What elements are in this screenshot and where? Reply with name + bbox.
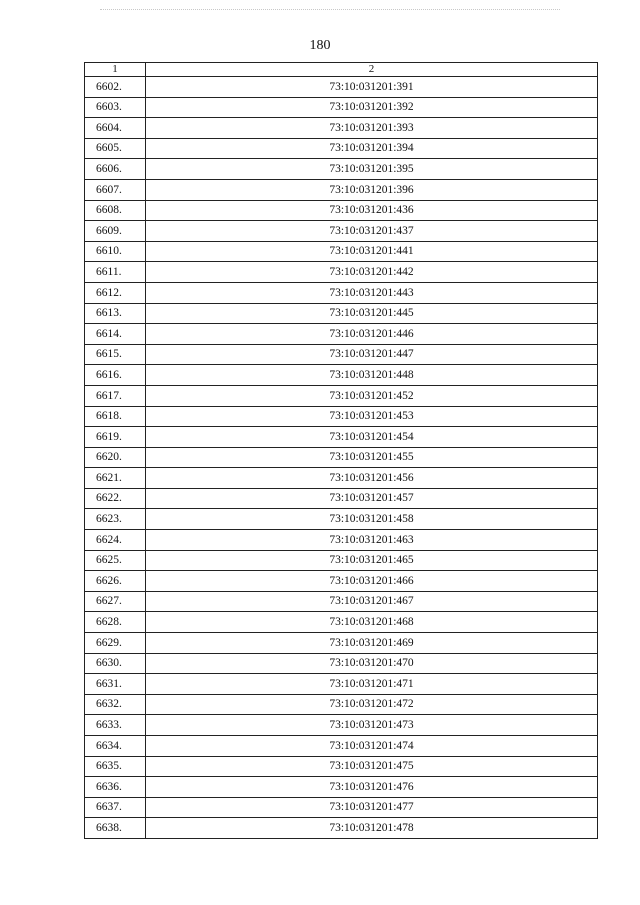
table-row	[85, 200, 598, 221]
table-row	[85, 221, 598, 242]
table-row	[85, 530, 598, 551]
table-row	[85, 777, 598, 798]
row-index-cell: 6638.	[85, 818, 146, 839]
cadastral-number-cell: 73:10:031201:474	[146, 736, 598, 757]
row-index-cell: 6618.	[85, 406, 146, 427]
cadastral-number-cell: 73:10:031201:394	[146, 138, 598, 159]
table-row	[85, 344, 598, 365]
table-row	[85, 97, 598, 118]
row-index-cell: 6610.	[85, 241, 146, 262]
cadastral-number-cell: 73:10:031201:463	[146, 530, 598, 551]
table-row	[85, 159, 598, 180]
row-index-cell: 6630.	[85, 653, 146, 674]
cadastral-number-cell: 73:10:031201:458	[146, 509, 598, 530]
column-header-index: 1	[85, 63, 146, 77]
row-index-cell: 6635.	[85, 756, 146, 777]
row-index-cell: 6602.	[85, 77, 146, 98]
cadastral-number-cell: 73:10:031201:393	[146, 118, 598, 139]
cadastral-number-cell: 73:10:031201:452	[146, 385, 598, 406]
cadastral-number-cell: 73:10:031201:396	[146, 179, 598, 200]
table-row	[85, 427, 598, 448]
cadastral-number-cell: 73:10:031201:465	[146, 550, 598, 571]
cadastral-number-cell: 73:10:031201:436	[146, 200, 598, 221]
table-row	[85, 571, 598, 592]
row-index-cell: 6631.	[85, 674, 146, 695]
table-row	[85, 77, 598, 98]
table-row	[85, 468, 598, 489]
row-index-cell: 6622.	[85, 488, 146, 509]
row-index-cell: 6607.	[85, 179, 146, 200]
table-header-row	[85, 63, 598, 77]
row-index-cell: 6629.	[85, 633, 146, 654]
row-index-cell: 6633.	[85, 715, 146, 736]
table-row	[85, 385, 598, 406]
cadastral-number-cell: 73:10:031201:475	[146, 756, 598, 777]
cadastral-number-cell: 73:10:031201:476	[146, 777, 598, 798]
row-index-cell: 6620.	[85, 447, 146, 468]
row-index-cell: 6612.	[85, 282, 146, 303]
table-row	[85, 179, 598, 200]
table-row	[85, 406, 598, 427]
cadastral-number-cell: 73:10:031201:453	[146, 406, 598, 427]
cadastral-number-cell: 73:10:031201:467	[146, 591, 598, 612]
table-row	[85, 447, 598, 468]
cadastral-number-cell: 73:10:031201:456	[146, 468, 598, 489]
row-index-cell: 6621.	[85, 468, 146, 489]
table-row	[85, 282, 598, 303]
table-row	[85, 118, 598, 139]
table-row	[85, 797, 598, 818]
cadastral-number-cell: 73:10:031201:392	[146, 97, 598, 118]
row-index-cell: 6632.	[85, 694, 146, 715]
column-header-cadastral-number: 2	[146, 63, 598, 77]
row-index-cell: 6636.	[85, 777, 146, 798]
cadastral-number-table	[84, 62, 598, 839]
row-index-cell: 6603.	[85, 97, 146, 118]
row-index-cell: 6628.	[85, 612, 146, 633]
row-index-cell: 6605.	[85, 138, 146, 159]
cadastral-number-cell: 73:10:031201:471	[146, 674, 598, 695]
table-row	[85, 653, 598, 674]
table-row	[85, 550, 598, 571]
table-row	[85, 509, 598, 530]
cadastral-number-cell: 73:10:031201:391	[146, 77, 598, 98]
table-row	[85, 818, 598, 839]
row-index-cell: 6626.	[85, 571, 146, 592]
row-index-cell: 6608.	[85, 200, 146, 221]
cadastral-number-cell: 73:10:031201:469	[146, 633, 598, 654]
cadastral-number-cell: 73:10:031201:454	[146, 427, 598, 448]
cadastral-number-cell: 73:10:031201:466	[146, 571, 598, 592]
cadastral-number-cell: 73:10:031201:455	[146, 447, 598, 468]
cadastral-number-cell: 73:10:031201:447	[146, 344, 598, 365]
cadastral-number-cell: 73:10:031201:443	[146, 282, 598, 303]
row-index-cell: 6613.	[85, 303, 146, 324]
cadastral-number-cell: 73:10:031201:473	[146, 715, 598, 736]
cadastral-number-cell: 73:10:031201:446	[146, 324, 598, 345]
cadastral-number-cell: 73:10:031201:437	[146, 221, 598, 242]
table-row	[85, 324, 598, 345]
cadastral-number-cell: 73:10:031201:457	[146, 488, 598, 509]
table-row	[85, 488, 598, 509]
cadastral-number-cell: 73:10:031201:395	[146, 159, 598, 180]
cadastral-number-cell: 73:10:031201:442	[146, 262, 598, 283]
cadastral-number-cell: 73:10:031201:477	[146, 797, 598, 818]
row-index-cell: 6619.	[85, 427, 146, 448]
row-index-cell: 6617.	[85, 385, 146, 406]
row-index-cell: 6614.	[85, 324, 146, 345]
row-index-cell: 6634.	[85, 736, 146, 757]
row-index-cell: 6609.	[85, 221, 146, 242]
cadastral-number-cell: 73:10:031201:470	[146, 653, 598, 674]
row-index-cell: 6611.	[85, 262, 146, 283]
row-index-cell: 6623.	[85, 509, 146, 530]
table-row	[85, 591, 598, 612]
row-index-cell: 6624.	[85, 530, 146, 551]
table-row	[85, 633, 598, 654]
table-row	[85, 303, 598, 324]
scan-artifact-marks	[100, 9, 560, 12]
table-row	[85, 715, 598, 736]
table-row	[85, 365, 598, 386]
table-row	[85, 674, 598, 695]
row-index-cell: 6604.	[85, 118, 146, 139]
cadastral-number-cell: 73:10:031201:445	[146, 303, 598, 324]
table-row	[85, 736, 598, 757]
cadastral-number-cell: 73:10:031201:468	[146, 612, 598, 633]
table-row	[85, 756, 598, 777]
cadastral-number-cell: 73:10:031201:478	[146, 818, 598, 839]
table-row	[85, 612, 598, 633]
cadastral-number-cell: 73:10:031201:448	[146, 365, 598, 386]
row-index-cell: 6627.	[85, 591, 146, 612]
row-index-cell: 6606.	[85, 159, 146, 180]
row-index-cell: 6616.	[85, 365, 146, 386]
page-number: 180	[309, 38, 331, 53]
row-index-cell: 6615.	[85, 344, 146, 365]
table-row	[85, 694, 598, 715]
cadastral-number-cell: 73:10:031201:472	[146, 694, 598, 715]
table-row	[85, 241, 598, 262]
cadastral-number-cell: 73:10:031201:441	[146, 241, 598, 262]
table-row	[85, 262, 598, 283]
row-index-cell: 6625.	[85, 550, 146, 571]
table-row	[85, 138, 598, 159]
row-index-cell: 6637.	[85, 797, 146, 818]
table-body	[85, 77, 598, 839]
